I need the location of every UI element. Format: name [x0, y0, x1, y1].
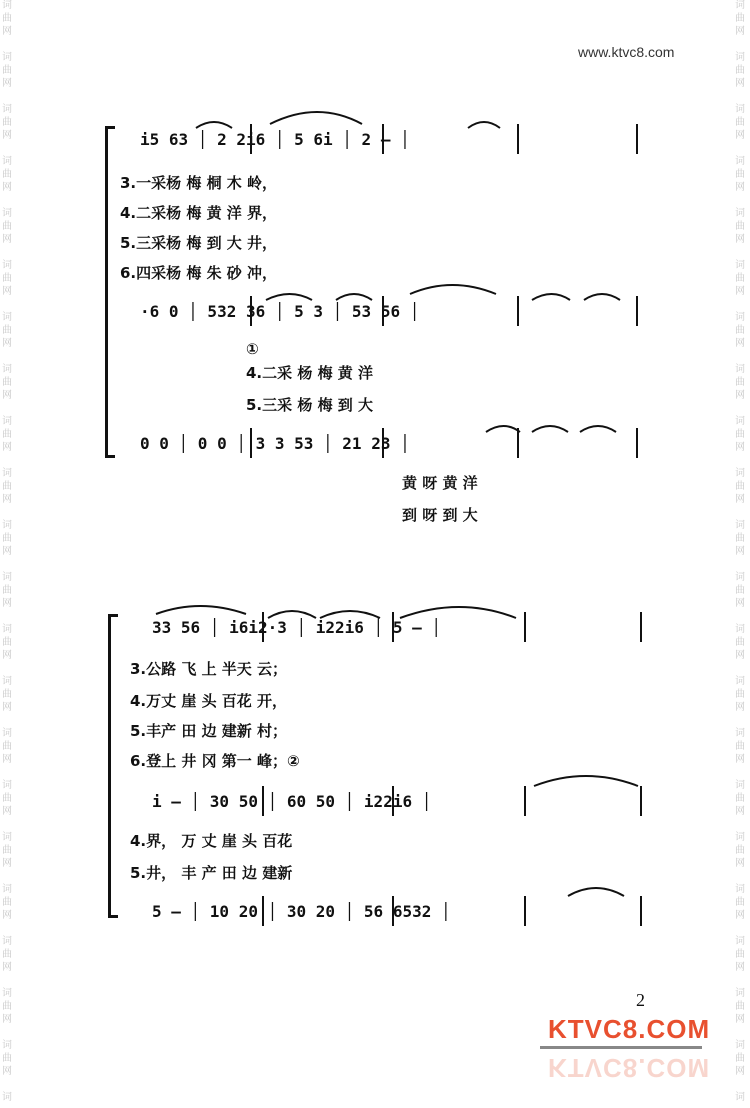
site-logo: KTVC8.COM: [548, 1014, 711, 1044]
watermark-glyph: 词: [2, 208, 12, 219]
watermark-glyph: 曲: [2, 1053, 12, 1064]
watermark-glyph: 词: [735, 208, 745, 219]
watermark-glyph: 曲: [735, 585, 745, 596]
watermark-glyph: 词: [2, 156, 12, 167]
watermark-glyph: 网: [2, 234, 12, 245]
score-line: 6.登上 井 冈 第一 峰；②: [130, 752, 300, 770]
watermark-glyph: 曲: [735, 897, 745, 908]
watermark-glyph: 网: [2, 182, 12, 193]
slur: [568, 888, 624, 896]
slur: [266, 294, 312, 300]
watermark-glyph: 曲: [2, 741, 12, 752]
page-number: 2: [636, 990, 645, 1010]
score-line: i — │ 30 50 │ 60 50 │ i22i6 │: [152, 792, 432, 811]
watermark-glyph: 网: [2, 442, 12, 453]
watermark-glyph: 曲: [735, 1001, 745, 1012]
slur: [584, 294, 620, 300]
watermark-glyph: 曲: [2, 117, 12, 128]
watermark-glyph: 曲: [2, 325, 12, 336]
watermark-glyph: 网: [2, 858, 12, 869]
watermark-glyph: 网: [2, 754, 12, 765]
site-logo-reflection: KTVC8.COM: [548, 1053, 711, 1083]
watermark-glyph: 曲: [2, 169, 12, 180]
score-line: 5 — │ 10 20 │ 30 20 │ 56 6532 │: [152, 902, 451, 921]
watermark-glyph: 网: [2, 806, 12, 817]
watermark-glyph: 网: [735, 494, 745, 505]
watermark-glyph: 词: [735, 832, 745, 843]
watermark-glyph: 网: [2, 546, 12, 557]
watermark-glyph: 网: [2, 598, 12, 609]
score-line: 4.界， 万 丈 崖 头 百花: [130, 832, 293, 850]
score-line: 3.公路 飞 上 半天 云；: [130, 660, 288, 678]
watermark-glyph: 词: [2, 728, 12, 739]
watermark-glyph: 曲: [735, 117, 745, 128]
slur: [580, 426, 616, 432]
score-line: 5.三采 杨 梅 到 大: [246, 396, 374, 414]
score-line: 5.丰产 田 边 建新 村；: [130, 722, 288, 740]
watermark-glyph: 曲: [735, 1053, 745, 1064]
watermark-glyph: 词: [2, 1092, 12, 1103]
slur: [534, 776, 638, 786]
watermark-glyph: 曲: [735, 741, 745, 752]
watermark-glyph: 曲: [735, 429, 745, 440]
slur: [532, 294, 570, 300]
watermark-glyph: 曲: [2, 585, 12, 596]
watermark-glyph: 网: [735, 390, 745, 401]
score-line: 6.四采杨 梅 朱 砂 冲，: [120, 264, 278, 282]
watermark-glyph: 词: [2, 1040, 12, 1051]
watermark-glyph: 词: [735, 884, 745, 895]
watermark-glyph: 词: [2, 312, 12, 323]
watermark-glyph: 词: [2, 780, 12, 791]
slur: [270, 112, 362, 124]
watermark-glyph: 词: [2, 624, 12, 635]
watermark-glyph: 网: [2, 390, 12, 401]
watermark-glyph: 词: [2, 520, 12, 531]
watermark-glyph: 词: [735, 988, 745, 999]
watermark-glyph: 词: [735, 676, 745, 687]
watermark-glyph: 词: [735, 728, 745, 739]
watermark-glyph: 曲: [735, 377, 745, 388]
watermark-glyph: 曲: [2, 377, 12, 388]
watermark-glyph: 网: [2, 494, 12, 505]
watermark-glyph: 网: [735, 338, 745, 349]
watermark-glyph: 网: [2, 702, 12, 713]
score-line: 5.三采杨 梅 到 大 井，: [120, 234, 278, 252]
watermark-glyph: 词: [735, 572, 745, 583]
watermark-glyph: 曲: [735, 13, 745, 24]
watermark-glyph: 曲: [735, 325, 745, 336]
watermark-glyph: 网: [2, 130, 12, 141]
slur: [336, 294, 372, 300]
score-line: 4.万丈 崖 头 百花 开，: [130, 692, 288, 710]
watermark-glyph: 曲: [735, 637, 745, 648]
watermark-glyph: 词: [2, 676, 12, 687]
slur: [410, 285, 496, 294]
watermark-glyph: 曲: [735, 221, 745, 232]
watermark-glyph: 词: [2, 468, 12, 479]
watermark-glyph: 曲: [735, 949, 745, 960]
watermark-glyph: 词: [2, 884, 12, 895]
watermark-glyph: 词: [735, 260, 745, 271]
watermark-glyph: 网: [2, 338, 12, 349]
score-line: ·6 0 │ 532 36 │ 5 3 │ 53 56 │: [140, 302, 420, 321]
watermark-glyph: 网: [735, 26, 745, 37]
watermark-glyph: 网: [735, 78, 745, 89]
watermark-glyph: 网: [735, 130, 745, 141]
watermark-glyph: 网: [735, 910, 745, 921]
slur: [532, 426, 568, 432]
watermark-glyph: 词: [735, 936, 745, 947]
watermark-glyph: 词: [2, 936, 12, 947]
slur: [400, 607, 516, 618]
watermark-glyph: 曲: [2, 897, 12, 908]
watermark-glyph: 网: [735, 598, 745, 609]
watermark-glyph: 曲: [2, 949, 12, 960]
watermark-glyph: 曲: [2, 637, 12, 648]
watermark-glyph: 曲: [735, 169, 745, 180]
watermark-glyph: 曲: [2, 845, 12, 856]
watermark-glyph: 词: [2, 416, 12, 427]
watermark-glyph: 曲: [2, 793, 12, 804]
slur: [486, 426, 520, 432]
watermark-glyph: 词: [2, 52, 12, 63]
watermark-glyph: 词: [735, 468, 745, 479]
watermark-glyph: 曲: [2, 273, 12, 284]
watermark-glyph: 词: [735, 156, 745, 167]
watermark-glyph: 曲: [735, 793, 745, 804]
watermark-glyph: 网: [2, 1014, 12, 1025]
score-line: 4.二采杨 梅 黄 洋 界，: [120, 204, 278, 222]
watermark-glyph: 曲: [2, 689, 12, 700]
watermark-glyph: 词: [735, 1040, 745, 1051]
slur: [268, 611, 316, 618]
watermark-glyph: 网: [735, 1014, 745, 1025]
watermark-glyph: 曲: [735, 65, 745, 76]
watermark-glyph: 曲: [735, 845, 745, 856]
watermark-glyph: 词: [735, 104, 745, 115]
slur: [468, 122, 500, 128]
watermark-glyph: 词: [735, 52, 745, 63]
watermark-glyph: 词: [735, 364, 745, 375]
watermark-glyph: 网: [735, 234, 745, 245]
watermark-glyph: 词: [735, 312, 745, 323]
watermark-glyph: 词: [735, 1092, 745, 1103]
watermark-glyph: 网: [735, 962, 745, 973]
watermark-glyph: 词: [735, 520, 745, 531]
score-line: 到 呀 到 大: [402, 506, 478, 524]
watermark-glyph: 网: [2, 286, 12, 297]
watermark-glyph: 词: [2, 572, 12, 583]
watermark-glyph: 曲: [2, 429, 12, 440]
watermark-glyph: 网: [735, 650, 745, 661]
watermark-glyph: 网: [735, 806, 745, 817]
watermark-glyph: 网: [735, 754, 745, 765]
score-line: 5.井， 丰 产 田 边 建新: [130, 864, 293, 882]
watermark-glyph: 词: [2, 260, 12, 271]
score-line: 0 0 │ 0 0 │ 3 3 53 │ 21 23 │: [140, 434, 410, 453]
slur: [196, 122, 232, 128]
watermark-glyph: 网: [2, 26, 12, 37]
watermark-glyph: 网: [735, 1066, 745, 1077]
score-line: i5 63 │ 2 2i6 │ 5 6i │ 2 — │: [140, 130, 410, 149]
slur: [156, 606, 246, 614]
watermark-glyph: 曲: [2, 221, 12, 232]
watermark-glyph: 词: [735, 416, 745, 427]
score-line: ①: [246, 340, 259, 358]
watermark-glyph: 网: [735, 546, 745, 557]
logo-underline: [540, 1046, 702, 1049]
site-url: www.ktvc8.com: [578, 44, 675, 60]
watermark-glyph: 网: [2, 78, 12, 89]
watermark-glyph: 词: [735, 780, 745, 791]
watermark-glyph: 网: [735, 182, 745, 193]
watermark-glyph: 网: [735, 442, 745, 453]
watermark-glyph: 网: [2, 1066, 12, 1077]
watermark-glyph: 网: [735, 702, 745, 713]
score-line: 33 56 │ i6i2·3 │ i22i6 │ 5 — │: [152, 618, 441, 637]
score-line: 3.一采杨 梅 桐 木 岭，: [120, 174, 278, 192]
watermark-glyph: 曲: [735, 273, 745, 284]
watermark-glyph: 词: [2, 0, 12, 11]
watermark-glyph: 曲: [735, 689, 745, 700]
watermark-glyph: 曲: [2, 481, 12, 492]
watermark-glyph: 网: [2, 962, 12, 973]
watermark-glyph: 词: [2, 832, 12, 843]
watermark-glyph: 网: [735, 858, 745, 869]
score-line: 黄 呀 黄 洋: [402, 474, 478, 492]
watermark-glyph: 词: [2, 104, 12, 115]
watermark-glyph: 曲: [735, 533, 745, 544]
score-line: 4.二采 杨 梅 黄 洋: [246, 364, 374, 382]
watermark-glyph: 词: [735, 624, 745, 635]
watermark-glyph: 曲: [2, 65, 12, 76]
watermark-glyph: 曲: [2, 533, 12, 544]
watermark-glyph: 网: [735, 286, 745, 297]
watermark-glyph: 网: [2, 650, 12, 661]
watermark-glyph: 词: [735, 0, 745, 11]
watermark-glyph: 曲: [2, 1001, 12, 1012]
slur: [320, 611, 380, 618]
watermark-glyph: 网: [2, 910, 12, 921]
watermark-glyph: 曲: [735, 481, 745, 492]
watermark-glyph: 词: [2, 988, 12, 999]
watermark-glyph: 曲: [2, 13, 12, 24]
watermark-glyph: 词: [2, 364, 12, 375]
